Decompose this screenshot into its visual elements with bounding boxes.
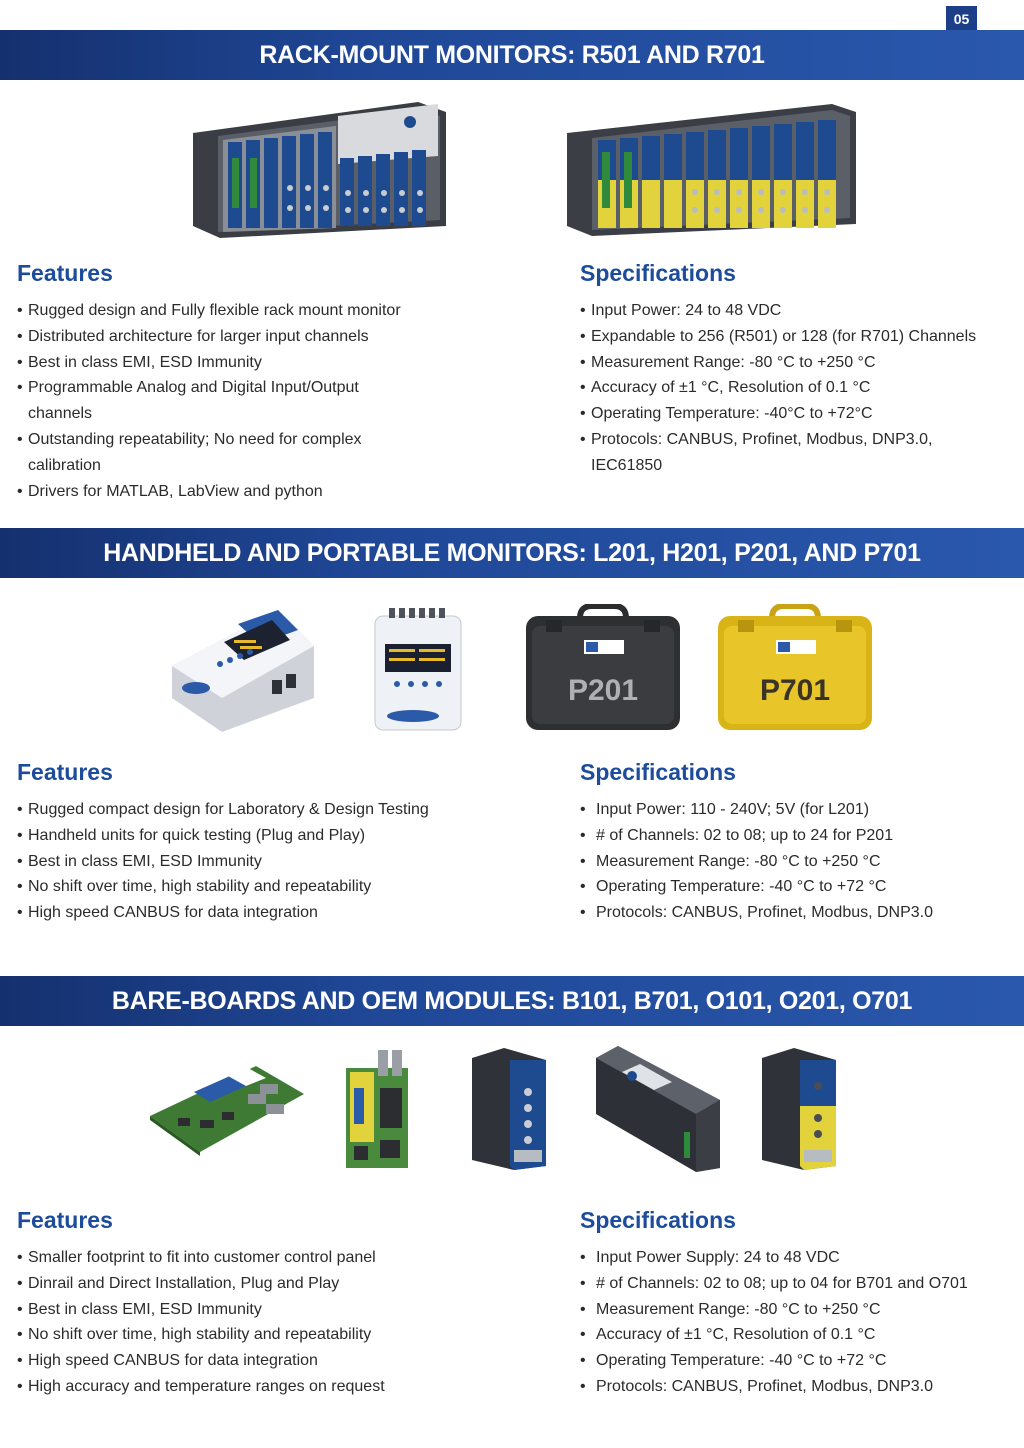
- list-item: • Rugged design and Fully flexible rack mount monitor: [17, 298, 417, 324]
- features-heading: Features: [17, 260, 113, 286]
- list-item: • Rugged compact design for Laboratory & Design Testing: [17, 797, 497, 823]
- list-item: • Input Power Supply: 24 to 48 VDC: [580, 1245, 1020, 1271]
- list-item: • Protocols: CANBUS, Profinet, Modbus, DNP3.0: [580, 900, 1010, 926]
- oem-module-o701-image: [760, 1046, 838, 1172]
- list-item: • High speed CANBUS for data integration: [17, 1348, 497, 1374]
- list-item: • Measurement Range: -80 °C to +250 °C: [580, 849, 1010, 875]
- list-item: • Best in class EMI, ESD Immunity: [17, 849, 497, 875]
- list-item: • Best in class EMI, ESD Immunity: [17, 1297, 497, 1323]
- features-heading: Features: [17, 1207, 113, 1233]
- features-list: [17, 797, 497, 926]
- list-item: • Smaller footprint to fit into customer control panel: [17, 1245, 497, 1271]
- list-item: • Measurement Range: -80 °C to +250 °C: [580, 1297, 1020, 1323]
- specifications-heading: Specifications: [580, 260, 736, 286]
- portable-case-p201-image: [524, 604, 682, 732]
- list-item: • Protocols: CANBUS, Profinet, Modbus, DNP3.0, IEC61850: [580, 427, 965, 479]
- specifications-heading: Specifications: [580, 1207, 736, 1233]
- features-list: [17, 1245, 497, 1400]
- list-item: • Operating Temperature: -40°C to +72°C: [580, 401, 965, 427]
- list-item: • Protocols: CANBUS, Profinet, Modbus, DNP3.0: [580, 1374, 1020, 1400]
- list-item: • Accuracy of ±1 °C, Resolution of 0.1 °C: [580, 1322, 1020, 1348]
- list-item: • Expandable to 256 (R501) or 128 (for R701) Channels: [580, 324, 965, 350]
- portable-case-p701-image: [716, 604, 874, 732]
- list-item: • Input Power: 110 - 240V; 5V (for L201): [580, 797, 1010, 823]
- section-banner-handheld: HANDHELD AND PORTABLE MONITORS: L201, H201, P201, AND P701: [0, 528, 1024, 578]
- page-number: 05: [946, 6, 977, 30]
- list-item: • Accuracy of ±1 °C, Resolution of 0.1 °C: [580, 375, 965, 401]
- list-item: • Operating Temperature: -40 °C to +72 °C: [580, 874, 1010, 900]
- list-item: • Measurement Range: -80 °C to +250 °C: [580, 350, 965, 376]
- rack-monitor-r701-image: [564, 100, 859, 238]
- list-item: • No shift over time, high stability and repeatability: [17, 874, 497, 900]
- handheld-l201-image: [168, 606, 318, 734]
- list-item: • Handheld units for quick testing (Plug and Play): [17, 823, 497, 849]
- list-item: • Input Power: 24 to 48 VDC: [580, 298, 965, 324]
- bare-board-b701-image: [344, 1048, 410, 1170]
- list-item: • Dinrail and Direct Installation, Plug and Play: [17, 1271, 497, 1297]
- section-banner-bare-boards: BARE-BOARDS AND OEM MODULES: B101, B701, O101, O201, O701: [0, 976, 1024, 1026]
- list-item: • Operating Temperature: -40 °C to +72 °C: [580, 1348, 1020, 1374]
- bare-board-b101-image: [148, 1058, 306, 1156]
- list-item: • Outstanding repeatability; No need for complex calibration: [17, 427, 417, 479]
- features-list: [17, 298, 417, 504]
- list-item: • No shift over time, high stability and repeatability: [17, 1322, 497, 1348]
- oem-module-o201-image: [592, 1044, 722, 1174]
- features-heading: Features: [17, 759, 113, 785]
- list-item: • # of Channels: 02 to 08; up to 04 for B701 and O701: [580, 1271, 1020, 1297]
- oem-module-o101-image: [470, 1046, 548, 1172]
- specifications-heading: Specifications: [580, 759, 736, 785]
- rack-monitor-r501-image: [188, 98, 448, 240]
- case-label-p201: P201: [567, 674, 639, 707]
- specifications-list: [580, 1245, 1020, 1400]
- section-banner-rack-mount: RACK-MOUNT MONITORS: R501 AND R701: [0, 30, 1024, 80]
- list-item: • Programmable Analog and Digital Input/Output channels: [17, 375, 417, 427]
- list-item: • # of Channels: 02 to 08; up to 24 for P201: [580, 823, 1010, 849]
- list-item: • High speed CANBUS for data integration: [17, 900, 497, 926]
- case-label-p701: P701: [759, 674, 831, 707]
- list-item: • High accuracy and temperature ranges on request: [17, 1374, 497, 1400]
- list-item: • Best in class EMI, ESD Immunity: [17, 350, 417, 376]
- handheld-h201-image: [373, 606, 463, 732]
- list-item: • Distributed architecture for larger input channels: [17, 324, 417, 350]
- list-item: • Drivers for MATLAB, LabView and python: [17, 479, 417, 505]
- specifications-list: [580, 298, 977, 479]
- specifications-list: [580, 797, 1010, 926]
